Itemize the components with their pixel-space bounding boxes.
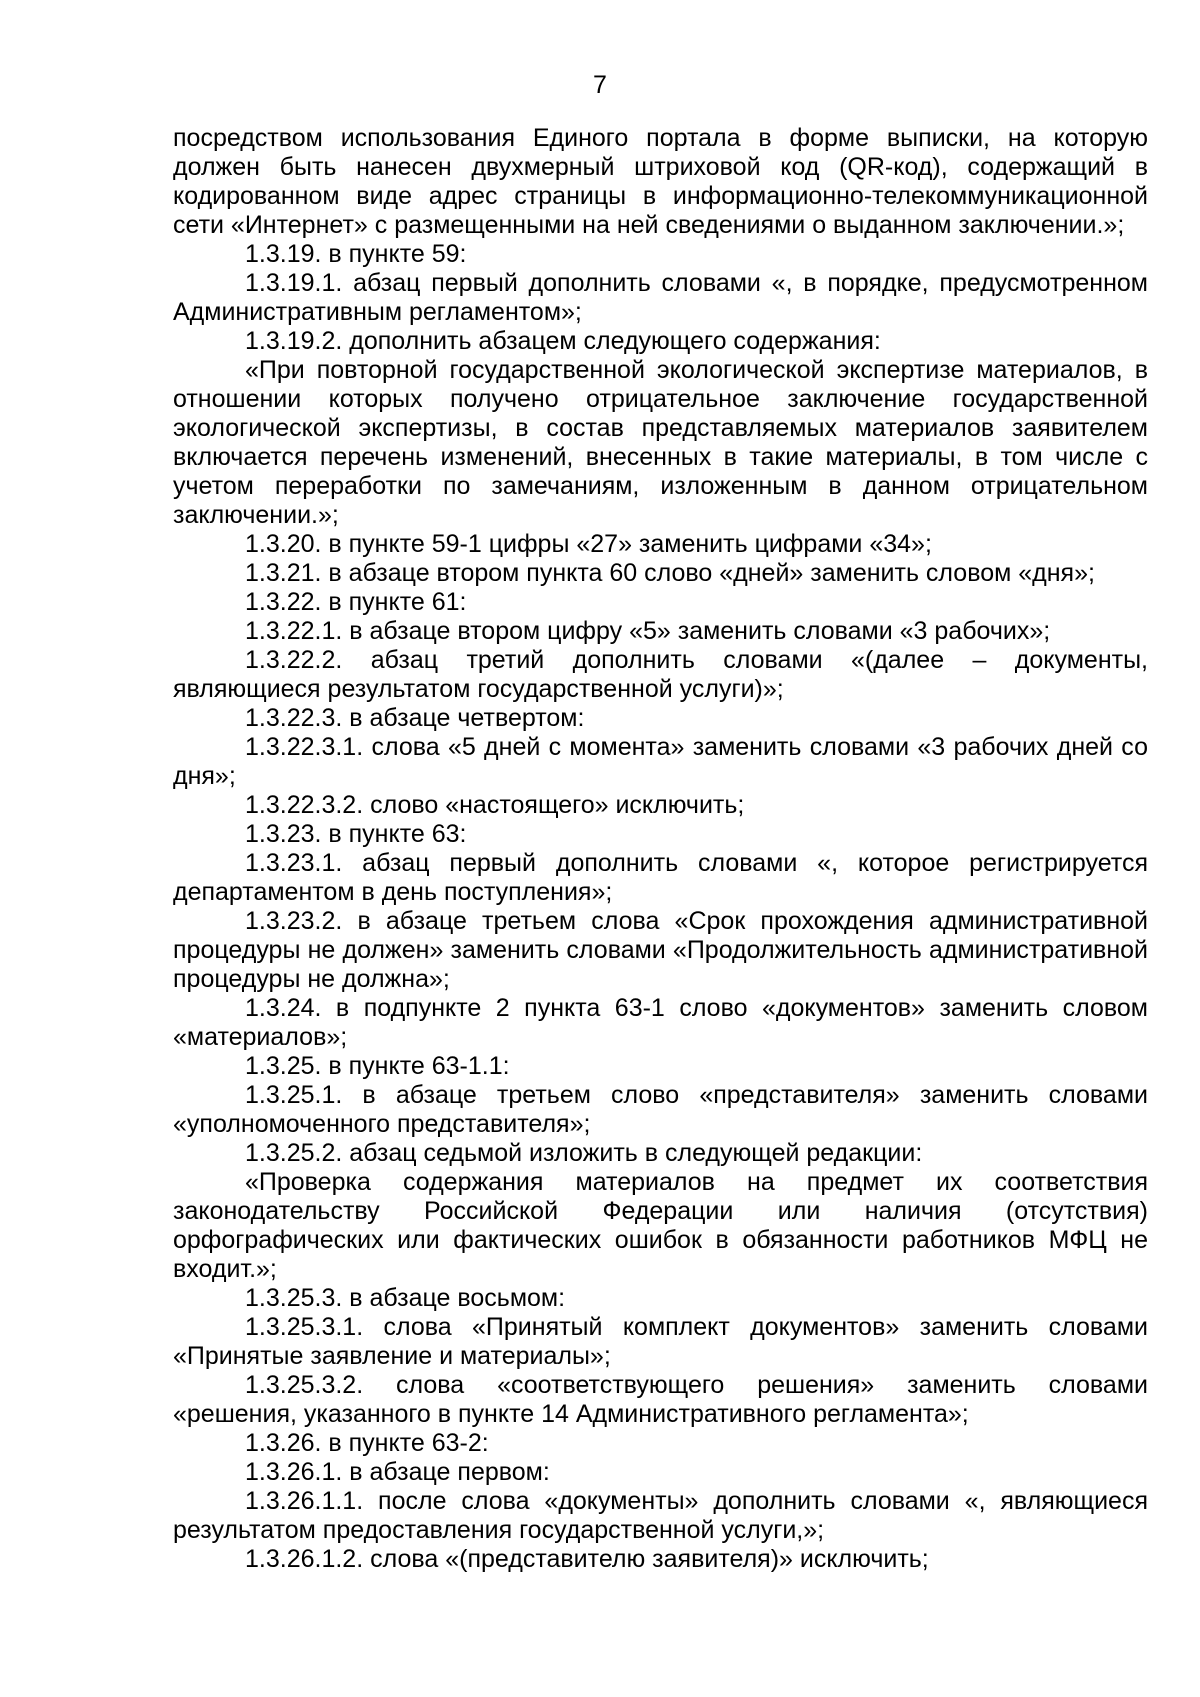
paragraph: 1.3.22.1. в абзаце втором цифру «5» заменить словами «3 рабочих»;: [245, 617, 1051, 645]
paragraph: 1.3.22.2. абзац третий дополнить словами «(далее – документы, являющиеся результатом государственной услуги)»;: [173, 646, 1148, 703]
paragraph: 1.3.25.3. в абзаце восьмом:: [245, 1284, 566, 1312]
paragraph: 1.3.19.1. абзац первый дополнить словами «, в порядке, предусмотренном Административным регламентом»;: [173, 269, 1148, 326]
paragraph: 1.3.26.1. в абзаце первом:: [245, 1458, 550, 1486]
paragraph: 1.3.26. в пункте 63-2:: [245, 1429, 489, 1457]
paragraph: посредством использования Единого портала в форме выписки, на которую должен быть нанесен двухмерный штриховой код (QR-код), содержащий в кодированном виде адрес страницы в информационно-телекоммуникационной сети «Интернет» с размещенными на ней сведениями о выданном заключении.»;: [173, 124, 1148, 239]
paragraph: 1.3.23.1. абзац первый дополнить словами «, которое регистрируется департаментом в день поступления»;: [173, 849, 1148, 906]
paragraph: 1.3.23. в пункте 63:: [245, 820, 467, 848]
document-body: [173, 124, 1148, 1574]
paragraph: 1.3.22. в пункте 61:: [245, 588, 467, 616]
paragraph: 1.3.20. в пункте 59-1 цифры «27» заменить цифрами «34»;: [245, 530, 932, 558]
paragraph: 1.3.25.1. в абзаце третьем слово «представителя» заменить словами «уполномоченного представителя»;: [173, 1081, 1148, 1138]
paragraph: 1.3.25.3.2. слова «соответствующего решения» заменить словами «решения, указанного в пункте 14 Административного регламента»;: [173, 1371, 1148, 1428]
paragraph: «При повторной государственной экологической экспертизе материалов, в отношении которых получено отрицательное заключение государственной экологической экспертизы, в состав представляемых материалов заявителем включается перечень изменений, внесенных в такие материалы, в том числе с учетом переработки по замечаниям, изложенным в данном отрицательном заключении.»;: [173, 356, 1148, 529]
paragraph: 1.3.19.2. дополнить абзацем следующего содержания:: [245, 327, 881, 355]
paragraph: 1.3.23.2. в абзаце третьем слова «Срок прохождения административной процедуры не должен» заменить словами «Продолжительность административной процедуры не должна»;: [173, 907, 1148, 993]
paragraph: 1.3.25.3.1. слова «Принятый комплект документов» заменить словами «Принятые заявление и материалы»;: [173, 1313, 1148, 1370]
paragraph: 1.3.26.1.1. после слова «документы» дополнить словами «, являющиеся результатом предоставления государственной услуги,»;: [173, 1487, 1148, 1544]
paragraph: 1.3.22.3.2. слово «настоящего» исключить;: [245, 791, 745, 819]
page-number: 7: [593, 71, 607, 99]
paragraph: 1.3.22.3. в абзаце четвертом:: [245, 704, 585, 732]
paragraph: 1.3.22.3.1. слова «5 дней с момента» заменить словами «3 рабочих дней со дня»;: [173, 733, 1148, 790]
paragraph: 1.3.21. в абзаце втором пункта 60 слово «дней» заменить словом «дня»;: [245, 559, 1095, 587]
paragraph: 1.3.25.2. абзац седьмой изложить в следующей редакции:: [245, 1139, 923, 1167]
paragraph: «Проверка содержания материалов на предмет их соответствия законодательству Российской Федерации или наличия (отсутствия) орфографических или фактических ошибок в обязанности работников МФЦ не входит.»;: [173, 1168, 1148, 1283]
paragraph: 1.3.24. в подпункте 2 пункта 63-1 слово «документов» заменить словом «материалов»;: [173, 994, 1148, 1051]
paragraph: 1.3.25. в пункте 63-1.1:: [245, 1052, 510, 1080]
paragraph: 1.3.19. в пункте 59:: [245, 240, 467, 268]
paragraph: 1.3.26.1.2. слова «(представителю заявителя)» исключить;: [245, 1545, 929, 1573]
